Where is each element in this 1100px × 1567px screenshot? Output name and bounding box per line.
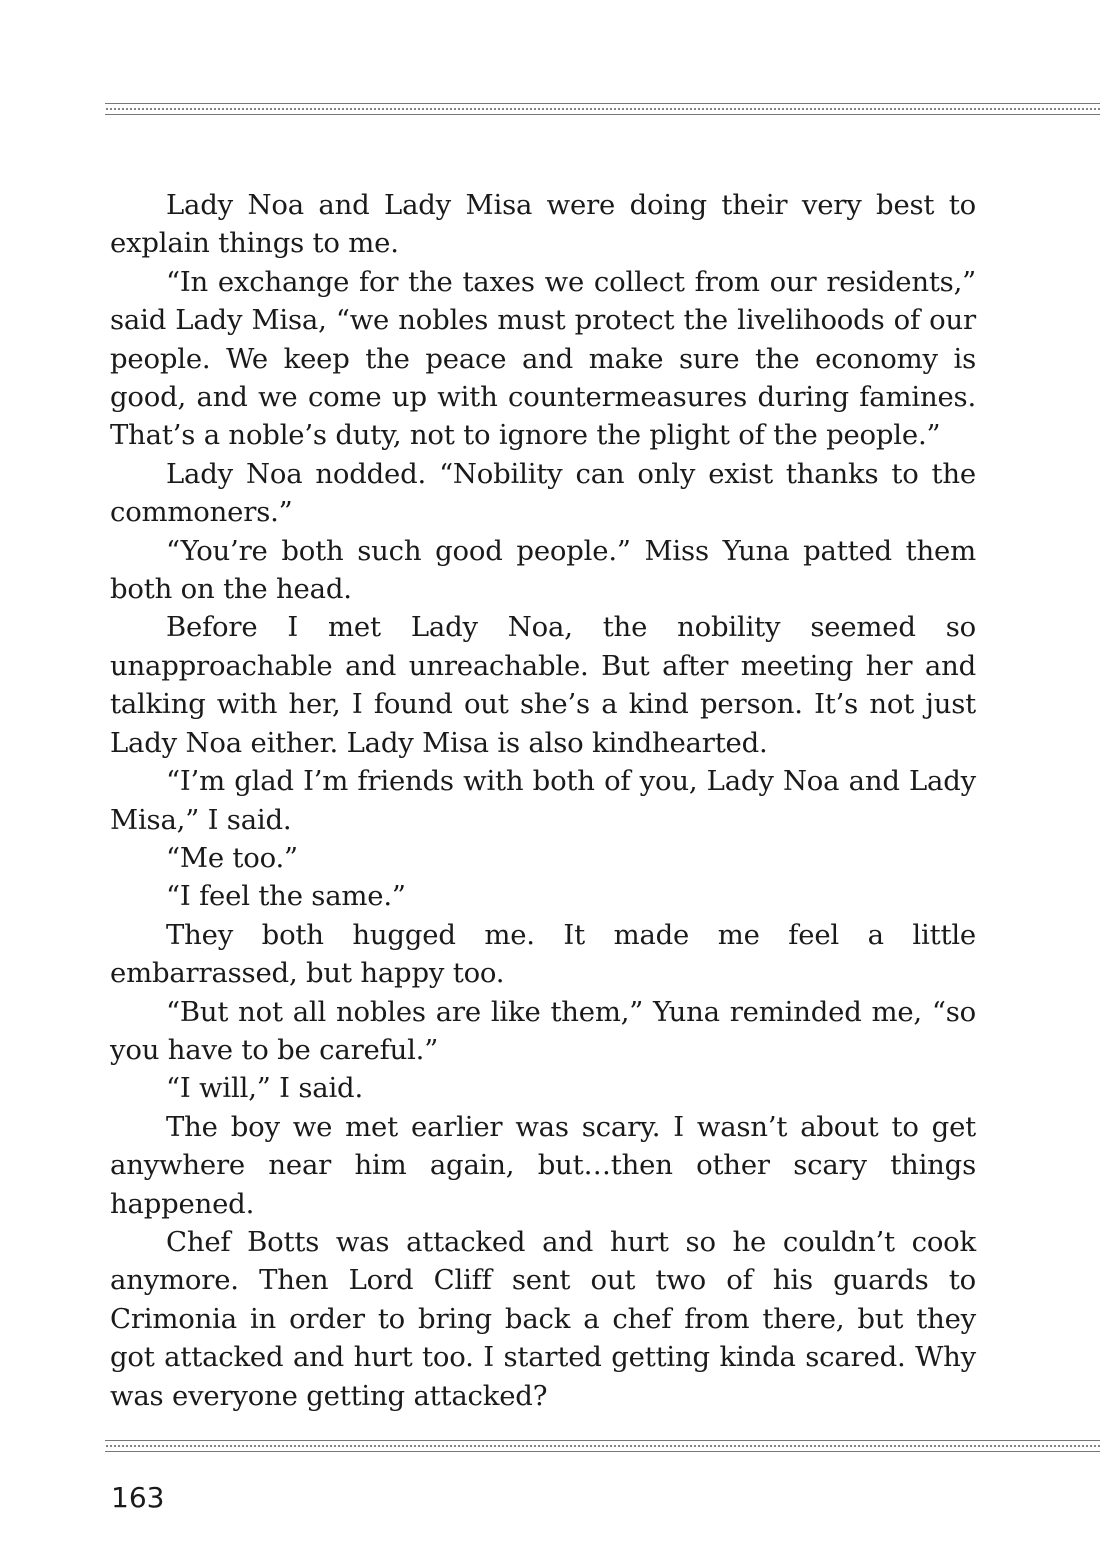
- footer-rule: [105, 1440, 1100, 1454]
- paragraph: “I’m glad I’m friends with both of you, Lady Noa and Lady Misa,” I said.: [110, 765, 976, 836]
- paragraph: “In exchange for the taxes we collect from our residents,” said Lady Misa, “we nobles must protect the livelihoods of our people. We keep the peace and make sure the economy is good, and we come up with countermeasures during famines. That’s a noble’s duty, not to ignore the plight of the people.”: [110, 265, 976, 452]
- paragraph: “You’re both such good people.” Miss Yuna patted them both on the head.: [110, 534, 976, 606]
- paragraph: The boy we met earlier was scary. I wasn’t about to get anywhere near him again, but…then other scary things happened.: [110, 1110, 976, 1220]
- paragraph: Before I met Lady Noa, the nobility seemed so unapproachable and unreachable. But after meeting her and talking with her, I found out she’s a kind person. It’s not just Lady Noa either. Lady Misa is also kindhearted.: [110, 611, 976, 759]
- header-rule: [105, 103, 1100, 117]
- paragraph: “I feel the same.”: [166, 880, 406, 913]
- paragraph: Chef Botts was attacked and hurt so he couldn’t cook anymore. Then Lord Cliff sent out two of his guards to Crimonia in order to bring back a chef from there, but they got attacked and hurt too. I started getting kinda scared. Why was everyone getting attacked?: [110, 1225, 976, 1412]
- paragraph: Lady Noa nodded. “Nobility can only exist thanks to the commoners.”: [110, 457, 976, 529]
- paragraph: They both hugged me. It made me feel a little embarrassed, but happy too.: [110, 918, 976, 990]
- paragraph: “Me too.”: [166, 841, 298, 874]
- body-text: [110, 186, 976, 1415]
- page-number: 163: [111, 1481, 165, 1514]
- paragraph: “But not all nobles are like them,” Yuna reminded me, “so you have to be careful.”: [110, 995, 976, 1066]
- paragraph: Lady Noa and Lady Misa were doing their very best to explain things to me.: [110, 189, 976, 260]
- paragraph: “I will,” I said.: [166, 1072, 363, 1105]
